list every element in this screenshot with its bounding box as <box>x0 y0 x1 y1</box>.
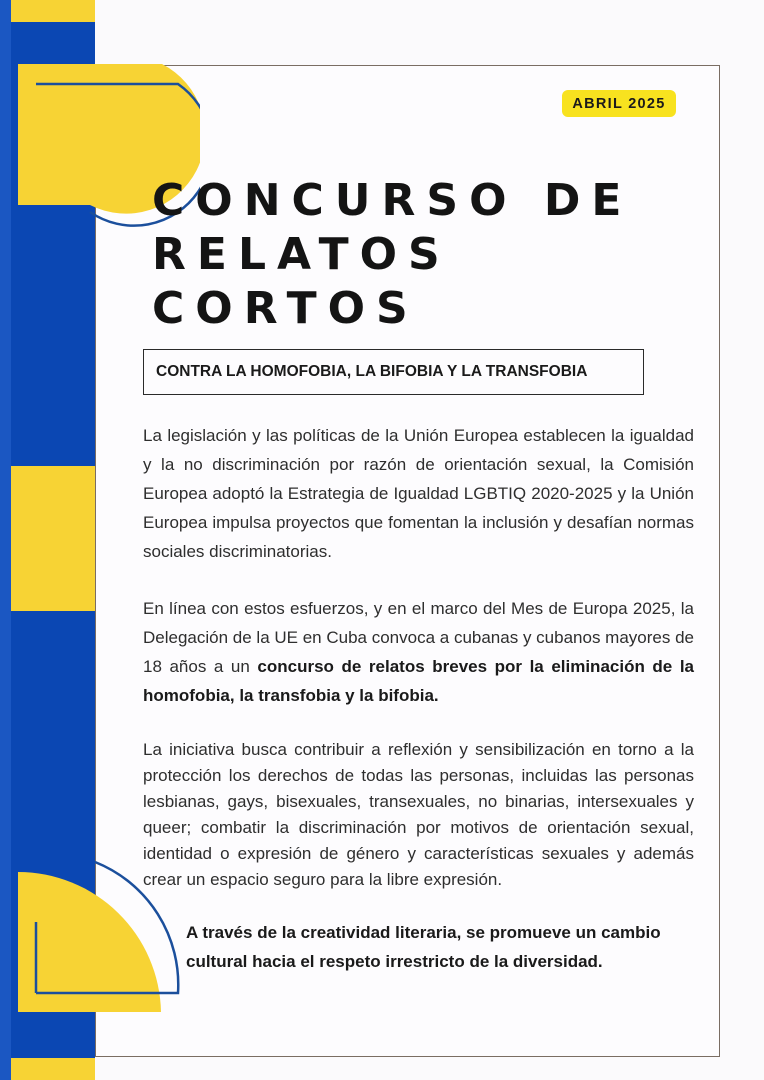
paragraph-initiative: La iniciativa busca contribuir a reflexión y sensibilización en torno a la protección los derechos de todas las personas, incluidas las personas lesbianas, gays, bisexuales, transexuales, no binarias, intersexuales y queer; combatir la discriminación por motivos de orientación sexual, identidad o expresión de género y características sexuales y además crear un espacio seguro para la libre expresión. <box>143 740 694 889</box>
title-line-1: CONCURSO DE <box>152 175 633 226</box>
subtitle-box: CONTRA LA HOMOFOBIA, LA BIFOBIA Y LA TRANSFOBIA <box>143 349 644 395</box>
closing-statement: A través de la creatividad literaria, se promueve un cambio cultural hacia el respeto irrestricto de la diversidad. <box>186 923 661 971</box>
page-title <box>152 174 632 336</box>
title-line-2: RELATOS <box>152 229 451 280</box>
middle-yellow-block <box>11 466 95 611</box>
date-badge: ABRIL 2025 <box>562 90 676 117</box>
bottom-yellow-block <box>11 1058 95 1080</box>
paragraph-contest-call-lead: En línea con estos esfuerzos, y en el marco del Mes de Europa 2025, la Delegación de la UE en Cuba convoca a cubanas y cubanos mayores de 18 años a un <box>143 599 694 676</box>
paragraph-contest-call-bold: concurso de relatos breves por la eliminación de la homofobia, la transfobia y la bifobia. <box>143 657 695 705</box>
paragraph-contest-call <box>143 594 694 710</box>
paragraph-eu-legislation: La legislación y las políticas de la Unión Europea establecen la igualdad y la no discriminación por razón de orientación sexual, la Comisión Europea adoptó la Estrategia de Igualdad LGBTIQ 2020-2025 y la Unión Europea impulsa proyectos que fomentan la inclusión y desafían normas sociales discriminatorias. <box>143 426 694 561</box>
title-line-3: CORTOS <box>152 283 419 334</box>
